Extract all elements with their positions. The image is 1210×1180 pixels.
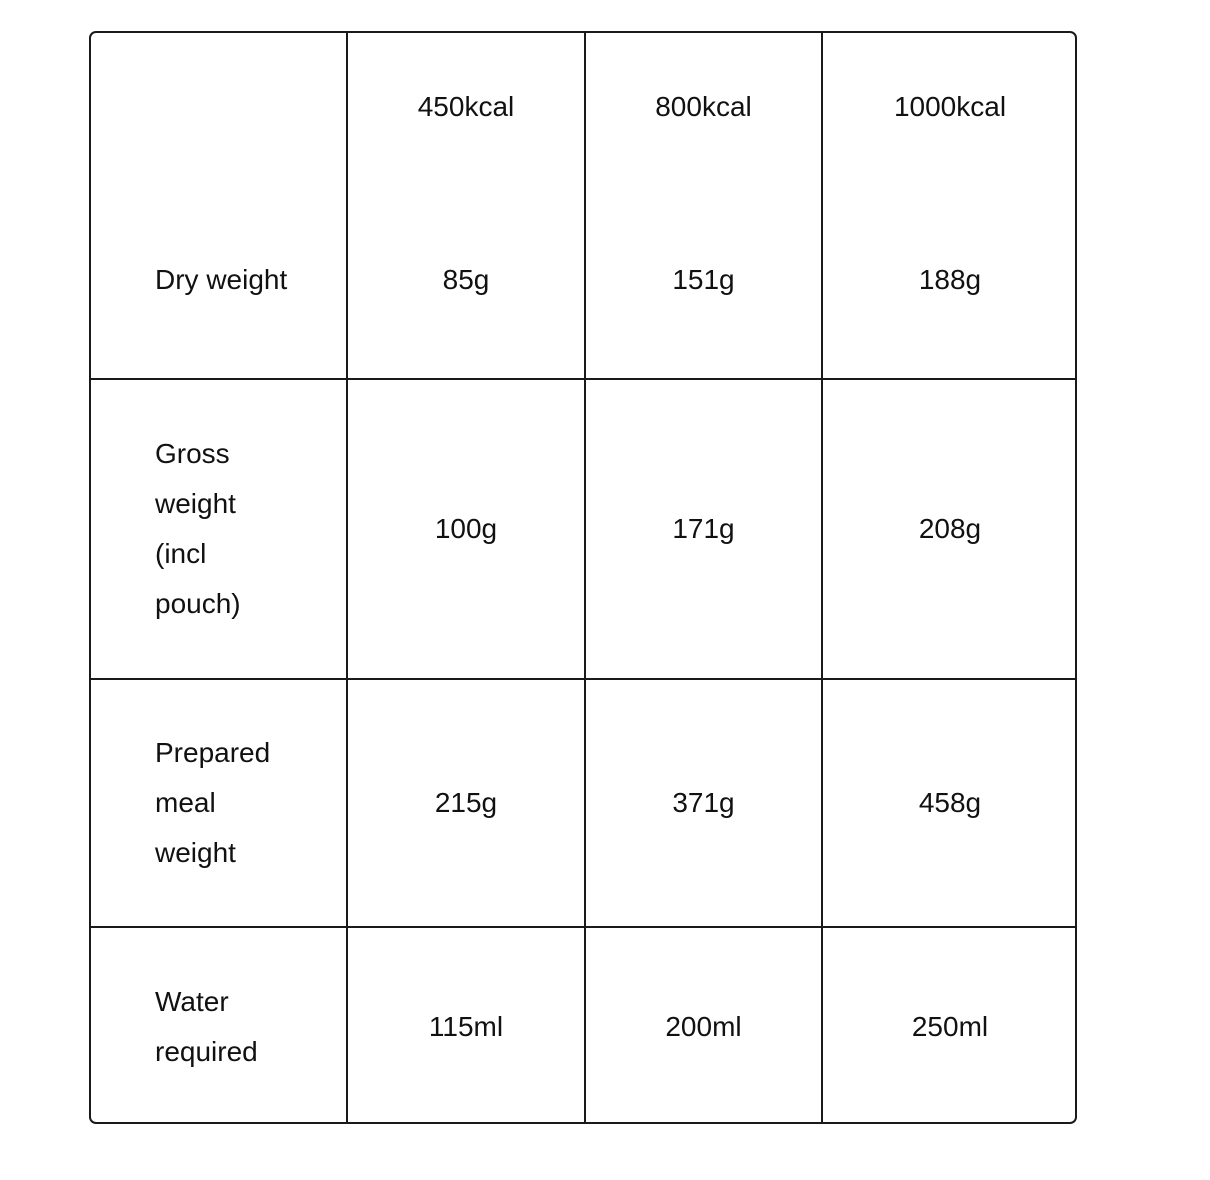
table-cell: 371g <box>585 679 822 927</box>
table-cell: 151g <box>585 181 822 379</box>
column-header-800kcal: 800kcal <box>585 33 822 181</box>
row-label-cell <box>91 181 347 379</box>
table-cell: 250ml <box>822 927 1077 1124</box>
table-cell: 100g <box>347 379 585 679</box>
row-label-cell <box>91 379 347 679</box>
table-row <box>91 679 1077 927</box>
row-label: Dry weight <box>155 263 288 295</box>
column-header-450kcal: 450kcal <box>347 33 585 181</box>
table-row <box>91 181 1077 379</box>
row-label: Prepared meal weight <box>155 737 271 868</box>
row-label: Water required <box>155 986 258 1067</box>
column-header-1000kcal: 1000kcal <box>822 33 1077 181</box>
row-label-cell <box>91 927 347 1124</box>
nutrition-table-container <box>89 31 1077 1124</box>
header-row <box>91 33 1077 181</box>
table-cell: 171g <box>585 379 822 679</box>
table-cell: 208g <box>822 379 1077 679</box>
nutrition-table <box>91 33 1077 1124</box>
table-cell: 215g <box>347 679 585 927</box>
table-cell: 85g <box>347 181 585 379</box>
row-label: Gross weight (incl pouch) <box>155 438 241 619</box>
table-row <box>91 379 1077 679</box>
row-label-cell <box>91 679 347 927</box>
header-corner-cell <box>91 33 347 181</box>
table-cell: 458g <box>822 679 1077 927</box>
table-row <box>91 927 1077 1124</box>
table-cell: 200ml <box>585 927 822 1124</box>
table-cell: 115ml <box>347 927 585 1124</box>
table-cell: 188g <box>822 181 1077 379</box>
